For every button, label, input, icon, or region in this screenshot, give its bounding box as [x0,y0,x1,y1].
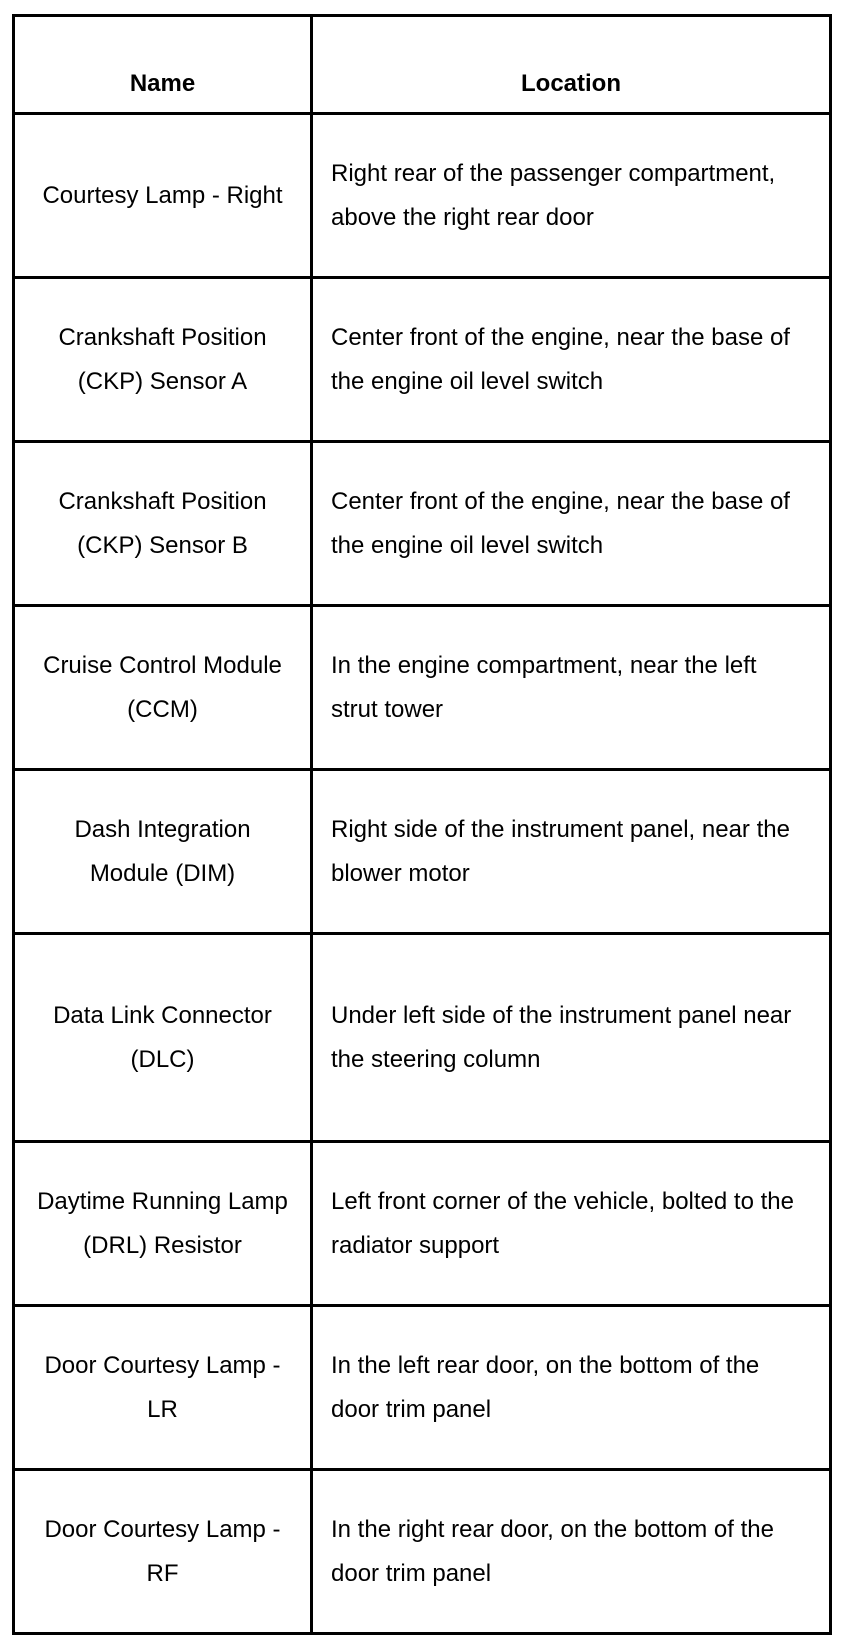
component-location-cell: In the left rear door, on the bottom of the door trim panel [312,1306,831,1470]
column-header-location: Location [312,16,831,114]
component-name-cell: Door Courtesy Lamp - RF [14,1470,312,1634]
component-name-cell: Crankshaft Position (CKP) Sensor A [14,278,312,442]
table-row [14,1470,831,1634]
component-location-cell: In the right rear door, on the bottom of the door trim panel [312,1470,831,1634]
table-row [14,770,831,934]
table-row [14,442,831,606]
table-row [14,606,831,770]
component-location-cell: Center front of the engine, near the base of the engine oil level switch [312,278,831,442]
table-header-row [14,16,831,114]
table-row [14,278,831,442]
table-row [14,1306,831,1470]
component-location-cell: In the engine compartment, near the left strut tower [312,606,831,770]
table-row [14,934,831,1142]
component-name-cell: Cruise Control Module (CCM) [14,606,312,770]
component-name-cell: Crankshaft Position (CKP) Sensor B [14,442,312,606]
column-header-name: Name [14,16,312,114]
table-row [14,1142,831,1306]
component-location-cell: Right side of the instrument panel, near the blower motor [312,770,831,934]
component-location-cell: Left front corner of the vehicle, bolted to the radiator support [312,1142,831,1306]
component-name-cell: Door Courtesy Lamp - LR [14,1306,312,1470]
component-location-cell: Right rear of the passenger compartment, above the right rear door [312,114,831,278]
component-name-cell: Dash Integration Module (DIM) [14,770,312,934]
component-location-cell: Under left side of the instrument panel near the steering column [312,934,831,1142]
component-name-cell: Daytime Running Lamp (DRL) Resistor [14,1142,312,1306]
component-name-cell: Data Link Connector (DLC) [14,934,312,1142]
component-location-cell: Center front of the engine, near the base of the engine oil level switch [312,442,831,606]
table-row [14,114,831,278]
component-name-cell: Courtesy Lamp - Right [14,114,312,278]
component-location-table [12,14,832,1635]
